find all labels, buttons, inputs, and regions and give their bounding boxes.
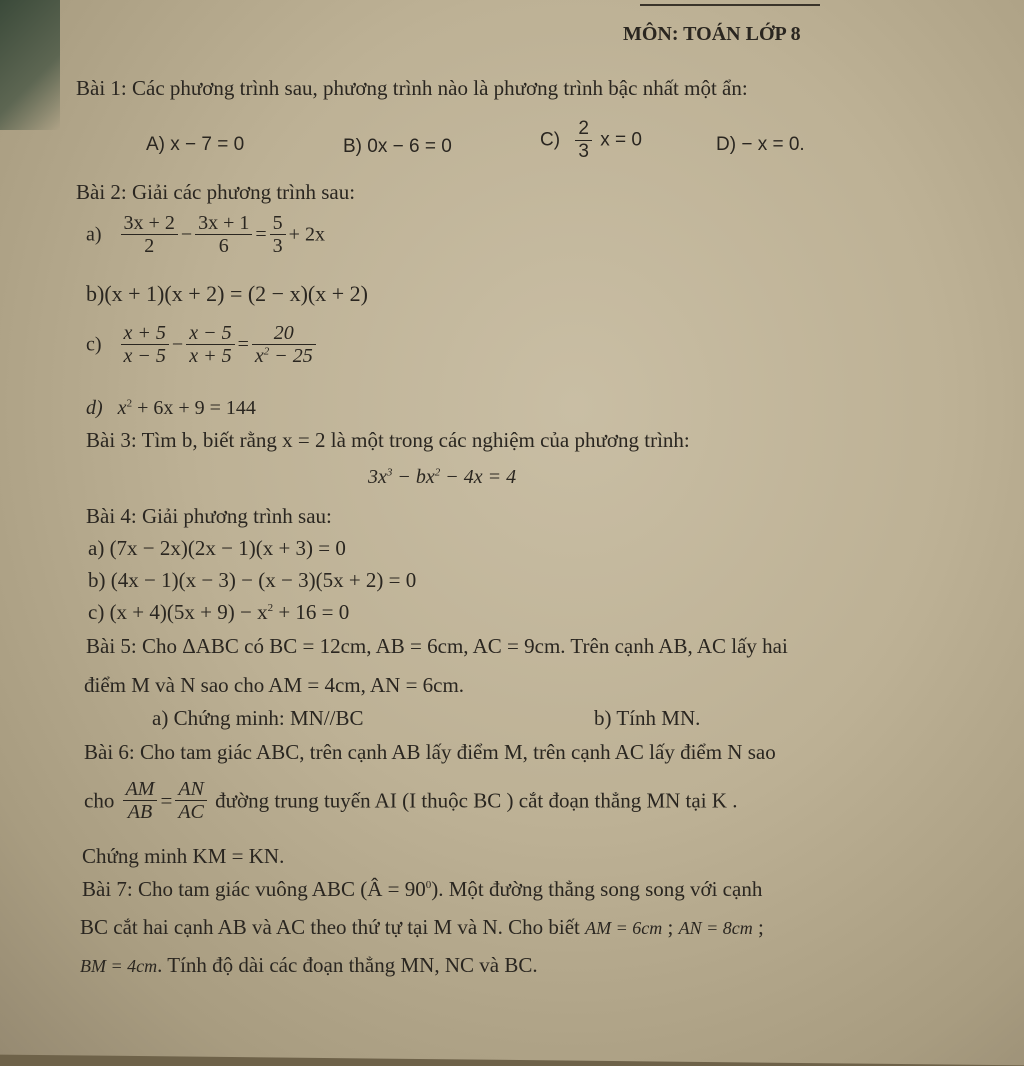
bai2-a-frac3-den: 3	[272, 235, 283, 257]
bai7-line1-exp: 0	[425, 879, 432, 891]
bai1-option-a: A) x − 7 = 0	[146, 134, 245, 155]
bai2-c-frac2-den: x + 5	[189, 345, 232, 367]
bai2-a-frac2-den: 6	[218, 235, 229, 257]
bai4-c-exp: 2	[267, 602, 274, 614]
bai2-d-base: x	[117, 397, 127, 419]
bai2-a-label: a)	[86, 223, 102, 246]
bai6-line3: Chứng minh KM = KN.	[82, 844, 285, 868]
bai2-c-frac2-num: x − 5	[186, 322, 234, 345]
bai7-line2-am: AM = 6cm	[585, 918, 663, 938]
bai3-eq-e1: 3	[386, 466, 393, 479]
bai4-a: a) (7x − 2x)(2x − 1)(x + 3) = 0	[88, 536, 346, 560]
bai7-line1-p1: Bài 7: Cho tam giác vuông ABC (Â = 90	[82, 877, 426, 901]
bai2-a-rest: + 2x	[288, 223, 325, 246]
header-rule	[640, 4, 820, 6]
bai1-c-fraction	[575, 118, 592, 163]
bai7-line3-bm: BM = 4cm	[80, 956, 158, 976]
bai2-a-frac3-num: 5	[270, 212, 286, 235]
bai2-title: Bài 2: Giải các phương trình sau:	[76, 180, 356, 204]
bai1-c-label: C)	[540, 129, 561, 151]
bai2-d-rest: + 6x + 9 = 144	[132, 397, 256, 419]
bai3-eq-p3: − 4x = 4	[440, 466, 517, 488]
bai5-line1: Bài 5: Cho ΔABC có BC = 12cm, AB = 6cm, AC = 9cm. Trên cạnh AB, AC lấy hai	[86, 634, 788, 658]
bai2-c-frac2	[186, 322, 234, 367]
bai2-a-frac2-num: 3x + 1	[195, 212, 252, 235]
bai1-option-c	[540, 118, 642, 163]
bai1-c-den: 3	[575, 140, 592, 163]
bai1-title: Bài 1: Các phương trình sau, phương trình nào là phương trình bậc nhất một ẩn:	[76, 76, 748, 100]
bai1-c-rest: x = 0	[600, 129, 642, 151]
bai6-frac2-den: AC	[178, 801, 204, 823]
bai7-line3	[80, 953, 538, 978]
bai3-eq-p1: 3x	[368, 466, 387, 488]
bai4-c-p1: c) (x + 4)(5x + 9) − x	[88, 600, 268, 624]
bai7-line2-sep: ;	[662, 915, 679, 939]
bai6-frac1-den: AB	[127, 801, 153, 823]
bai7-line2	[80, 915, 764, 940]
bai2-a-minus: −	[180, 223, 193, 246]
bai2-c-frac3-den-exp: 2	[263, 345, 270, 358]
bai2-c-frac1	[121, 322, 169, 367]
bai1-option-b: B) 0x − 6 = 0	[343, 136, 452, 157]
bai2-c	[86, 322, 319, 367]
bai3-equation	[368, 465, 516, 489]
bai2-d	[86, 396, 256, 420]
bai7-line1	[82, 877, 762, 901]
bai7-line3-rest: . Tính độ dài các đoạn thẳng MN, NC và BC.	[157, 953, 538, 977]
bai1-c-num: 2	[578, 118, 589, 139]
bai2-a-frac1	[121, 212, 178, 257]
bai2-c-eq: =	[237, 333, 249, 356]
bai2-c-frac3-num: 20	[252, 322, 316, 345]
bai4-c-p2: + 16 = 0	[273, 600, 350, 624]
bai7-line2-p1: BC cắt hai cạnh AB và AC theo thứ tự tại M và N. Cho biết	[80, 915, 586, 939]
bai2-a-frac1-num: 3x + 2	[121, 212, 178, 235]
bai2-c-frac3-den	[252, 345, 316, 367]
bai6-eq: =	[160, 788, 173, 813]
bai5-part-b: b) Tính MN.	[594, 706, 701, 730]
bai6-frac1	[123, 778, 158, 823]
bai6-line1: Bài 6: Cho tam giác ABC, trên cạnh AB lấy điểm M, trên cạnh AC lấy điểm N sao	[84, 740, 776, 764]
bai2-d-label: d)	[86, 397, 103, 419]
bai6-frac1-num: AM	[123, 778, 158, 801]
bai2-c-label: c)	[86, 333, 102, 356]
bai3-title: Bài 3: Tìm b, biết rằng x = 2 là một trong các nghiệm của phương trình:	[86, 428, 690, 452]
bai2-a-frac1-den: 2	[144, 235, 155, 257]
bai6-line2-rest: đường trung tuyến AI (I thuộc BC ) cắt đoạn thẳng MN tại K .	[215, 788, 738, 813]
bai2-a	[86, 212, 325, 257]
bai7-line2-end: ;	[752, 915, 764, 939]
bai1-option-d: D) − x = 0.	[716, 134, 805, 155]
page-title: MÔN: TOÁN LỚP 8	[623, 23, 801, 45]
bai5-line2: điểm M và N sao cho AM = 4cm, AN = 6cm.	[84, 673, 465, 697]
bai2-d-exp: 2	[126, 397, 133, 410]
bai2-a-frac2	[195, 212, 252, 257]
bai6-frac2	[175, 778, 207, 823]
bai7-line2-an: AN = 8cm	[678, 918, 753, 938]
bai2-b: b)(x + 1)(x + 2) = (2 − x)(x + 2)	[86, 281, 368, 306]
bai4-b: b) (4x − 1)(x − 3) − (x − 3)(5x + 2) = 0	[88, 568, 417, 592]
bai4-title: Bài 4: Giải phương trình sau:	[86, 504, 332, 528]
bai5-part-a: a) Chứng minh: MN//BC	[152, 706, 364, 730]
bai2-a-frac3	[270, 212, 286, 257]
bai3-eq-e2: 2	[434, 466, 441, 479]
bai2-c-minus: −	[171, 333, 184, 356]
bai6-cho: cho	[84, 788, 115, 813]
bai2-c-frac3	[252, 322, 316, 367]
bai7-line1-p2: ). Một đường thẳng song song với cạnh	[431, 877, 763, 901]
bai3-eq-p2: − bx	[392, 466, 435, 488]
bai2-c-frac1-den: x − 5	[123, 345, 166, 367]
bai2-a-eq: =	[255, 223, 267, 246]
bai2-c-frac1-num: x + 5	[121, 322, 169, 345]
bai4-c	[88, 600, 349, 624]
bai6-frac2-num: AN	[175, 778, 207, 801]
bai6-line2	[84, 778, 737, 823]
bai2-c-frac3-den-rest: − 25	[269, 345, 313, 367]
background-corner	[0, 0, 60, 130]
bai2-c-frac3-den-base: x	[254, 345, 264, 367]
